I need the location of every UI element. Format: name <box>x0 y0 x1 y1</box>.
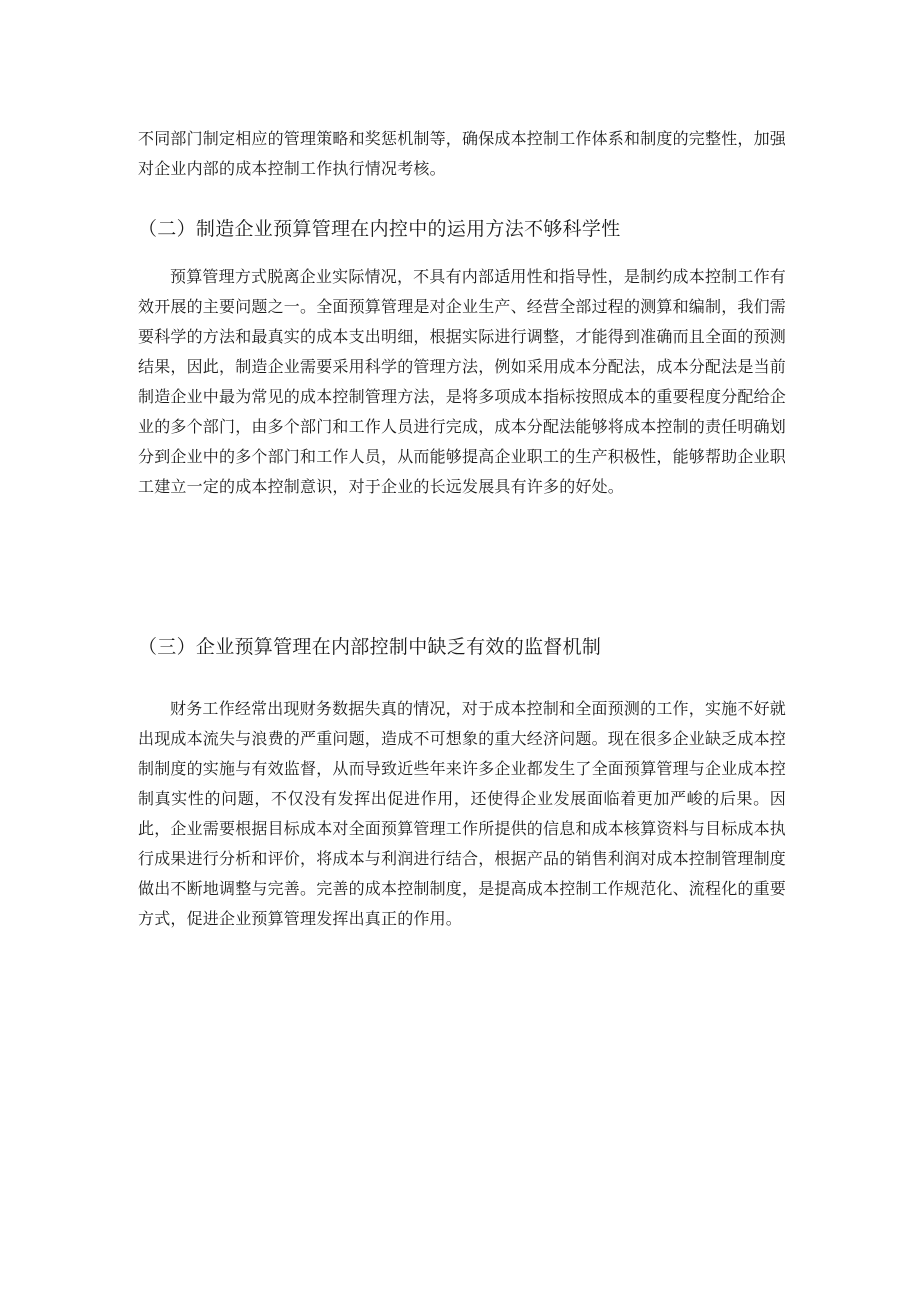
section-2-heading: （二）制造企业预算管理在内控中的运用方法不够科学性 <box>138 218 621 240</box>
section-3-paragraph: 财务工作经常出现财务数据失真的情况，对于成本控制和全面预测的工作，实施不好就出现成本流失与浪费的严重问题，造成不可想象的重大经济问题。现在很多企业缺乏成本控制制度的实施与有效监督，从而导致近些年来许多企业都发生了全面预算管理与企业成本控制真实性的问题，不仅没有发挥出促进作用，还使得企业发展面临着更加严峻的后果。因此，企业需要根据目标成本对全面预算管理工作所提供的信息和成本核算资料与目标成本执行成果进行分析和评价，将成本与利润进行结合，根据产品的销售利润对成本控制管理制度做出不断地调整与完善。完善的成本控制制度，是提高成本控制工作规范化、流程化的重要方式，促进企业预算管理发挥出真正的作用。 <box>138 699 787 928</box>
continued-paragraph: 不同部门制定相应的管理策略和奖惩机制等，确保成本控制工作体系和制度的完整性，加强对企业内部的成本控制工作执行情况考核。 <box>138 129 787 178</box>
section-3-heading: （三）企业预算管理在内部控制中缺乏有效的监督机制 <box>138 636 602 658</box>
section-2-paragraph: 预算管理方式脱离企业实际情况，不具有内部适用性和指导性，是制约成本控制工作有效开展的主要问题之一。全面预算管理是对企业生产、经营全部过程的测算和编制，我们需要科学的方法和最真实的成本支出明细，根据实际进行调整，才能得到准确而且全面的预测结果，因此，制造企业需要采用科学的管理方法，例如采用成本分配法，成本分配法是当前制造企业中最为常见的成本控制管理方法，是将多项成本指标按照成本的重要程度分配给企业的多个部门，由多个部门和工作人员进行完成，成本分配法能够将成本控制的责任明确划分到企业中的多个部门和工作人员，从而能够提高企业职工的生产积极性，能够帮助企业职工建立一定的成本控制意识，对于企业的长远发展具有许多的好处。 <box>138 267 787 496</box>
